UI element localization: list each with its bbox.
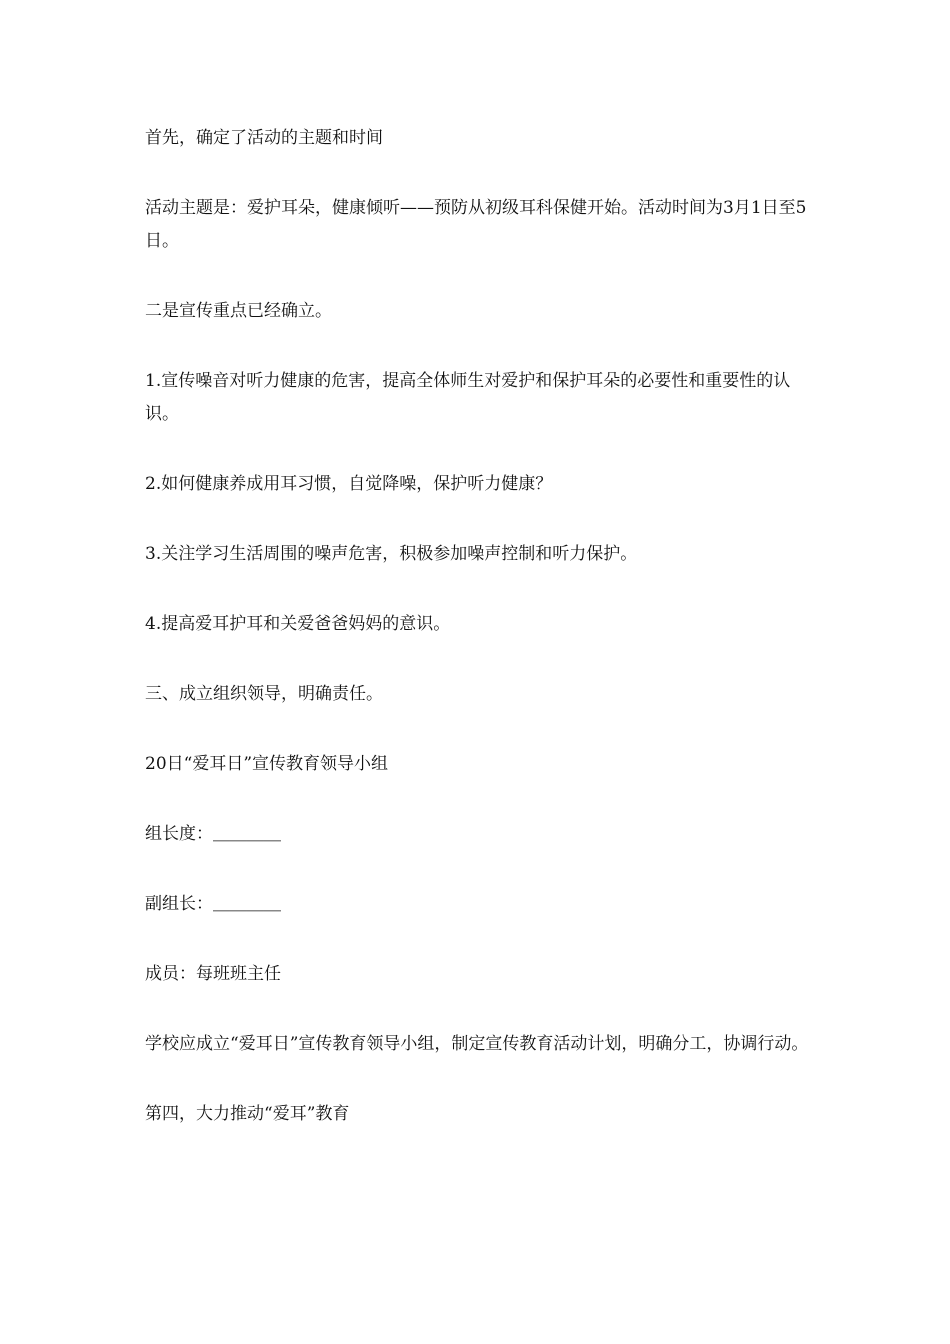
paragraph-publicity-focus-heading: 二是宣传重点已经确立。 [145, 301, 332, 321]
paragraph-promote-education-heading: 第四，大力推动“爱耳”教育 [145, 1104, 350, 1124]
paragraph-school-plan: 学校应成立“爱耳日”宣传教育领导小组，制定宣传教育活动计划，明确分工，协调行动。 [145, 1034, 809, 1054]
paragraph-deputy-leader: 副组长：＿＿＿＿ [145, 894, 281, 914]
paragraph-organization-heading: 三、成立组织领导，明确责任。 [145, 684, 383, 704]
paragraph-focus-item-4: 4.提高爱耳护耳和关爱爸爸妈妈的意识。 [145, 614, 451, 634]
paragraph-activity-theme: 活动主题是：爱护耳朵，健康倾听——预防从初级耳科保健开始。活动时间为3月1日至5日。 [145, 198, 807, 251]
paragraph-group-leader: 组长度：＿＿＿＿ [145, 824, 281, 844]
paragraph-members: 成员：每班班主任 [145, 964, 281, 984]
paragraph-focus-item-1: 1.宣传噪音对听力健康的危害，提高全体师生对爱护和保护耳朵的必要性和重要性的认识。 [145, 371, 791, 424]
paragraph-leadership-group-title: 20日“爱耳日”宣传教育领导小组 [145, 754, 389, 774]
paragraph-focus-item-2: 2.如何健康养成用耳习惯，自觉降噪，保护听力健康？ [145, 474, 553, 494]
paragraph-focus-item-3: 3.关注学习生活周围的噪声危害，积极参加噪声控制和听力保护。 [145, 544, 638, 564]
paragraph-activity-theme-heading: 首先，确定了活动的主题和时间 [145, 128, 383, 148]
document-body [145, 122, 815, 1168]
